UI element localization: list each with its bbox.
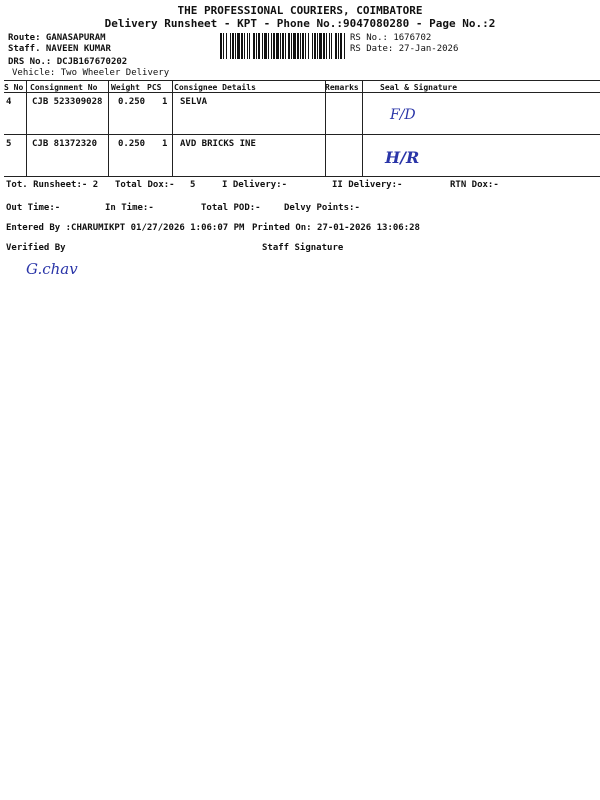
row-divider <box>4 134 600 135</box>
staff-signature-label: Staff Signature <box>262 243 344 253</box>
col-header-pcs: PCS <box>147 83 162 92</box>
runsheet-subtitle: Delivery Runsheet - KPT - Phone No.:9047080280 - Page No.:2 <box>104 17 496 30</box>
handwritten-remark: F/D <box>390 107 416 123</box>
row-sno: 4 <box>6 97 12 107</box>
row-weight: 0.250 <box>118 139 146 149</box>
delvy-points: Delvy Points:- <box>284 203 360 213</box>
col-divider <box>362 81 363 176</box>
company-title: THE PROFESSIONAL COURIERS, COIMBATORE <box>177 4 423 17</box>
staff-label: Staff. NAVEEN KUMAR <box>8 44 111 54</box>
total-dox-label: Total Dox:- <box>115 180 175 190</box>
ii-delivery: II Delivery:- <box>332 180 403 190</box>
i-delivery: I Delivery:- <box>222 180 288 190</box>
col-header-consignment: Consignment No <box>30 83 98 92</box>
col-header-seal: Seal & Signature <box>380 83 458 92</box>
route-label: Route: GANASAPURAM <box>8 33 106 43</box>
verified-by-label: Verified By <box>6 243 66 253</box>
row-consignment: CJB 81372320 <box>32 139 98 149</box>
in-time: In Time:- <box>105 203 154 213</box>
total-dox-value: 5 <box>190 180 196 190</box>
col-header-weight: Weight <box>111 83 140 92</box>
col-divider <box>172 81 173 176</box>
row-consignee: SELVA <box>180 97 208 107</box>
printed-on: Printed On: 27-01-2026 13:06:28 <box>252 223 420 233</box>
col-divider <box>325 81 326 176</box>
col-header-consignee: Consignee Details <box>174 83 256 92</box>
drs-label: DRS No.: DCJB167670202 <box>8 57 128 67</box>
barcode-image <box>220 33 345 59</box>
rtn-dox: RTN Dox:- <box>450 180 499 190</box>
table-top-border <box>4 80 600 81</box>
row-consignment: CJB 523309028 <box>32 97 103 107</box>
row-pcs: 1 <box>162 97 168 107</box>
col-divider <box>108 81 109 176</box>
entered-by: Entered By :CHARUMIKPT 01/27/2026 1:06:07 PM <box>6 223 245 233</box>
rs-no-label: RS No.: 1676702 <box>350 33 432 43</box>
tot-runsheet: Tot. Runsheet:- 2 <box>6 180 99 190</box>
row-weight: 0.250 <box>118 97 146 107</box>
rs-date-label: RS Date: 27-Jan-2026 <box>350 44 459 54</box>
col-header-sno: S No <box>4 83 24 92</box>
total-pod: Total POD:- <box>201 203 261 213</box>
col-divider <box>26 81 27 176</box>
out-time: Out Time:- <box>6 203 61 213</box>
col-header-remarks: Remarks <box>325 83 359 92</box>
handwritten-remark: H/R <box>385 148 420 167</box>
row-consignee: AVD BRICKS INE <box>180 139 256 149</box>
row-pcs: 1 <box>162 139 168 149</box>
row-sno: 5 <box>6 139 12 149</box>
table-bottom-border <box>4 176 600 177</box>
verifier-signature: G.chav <box>26 260 78 278</box>
vehicle-label: Vehicle: Two Wheeler Delivery <box>12 68 170 78</box>
